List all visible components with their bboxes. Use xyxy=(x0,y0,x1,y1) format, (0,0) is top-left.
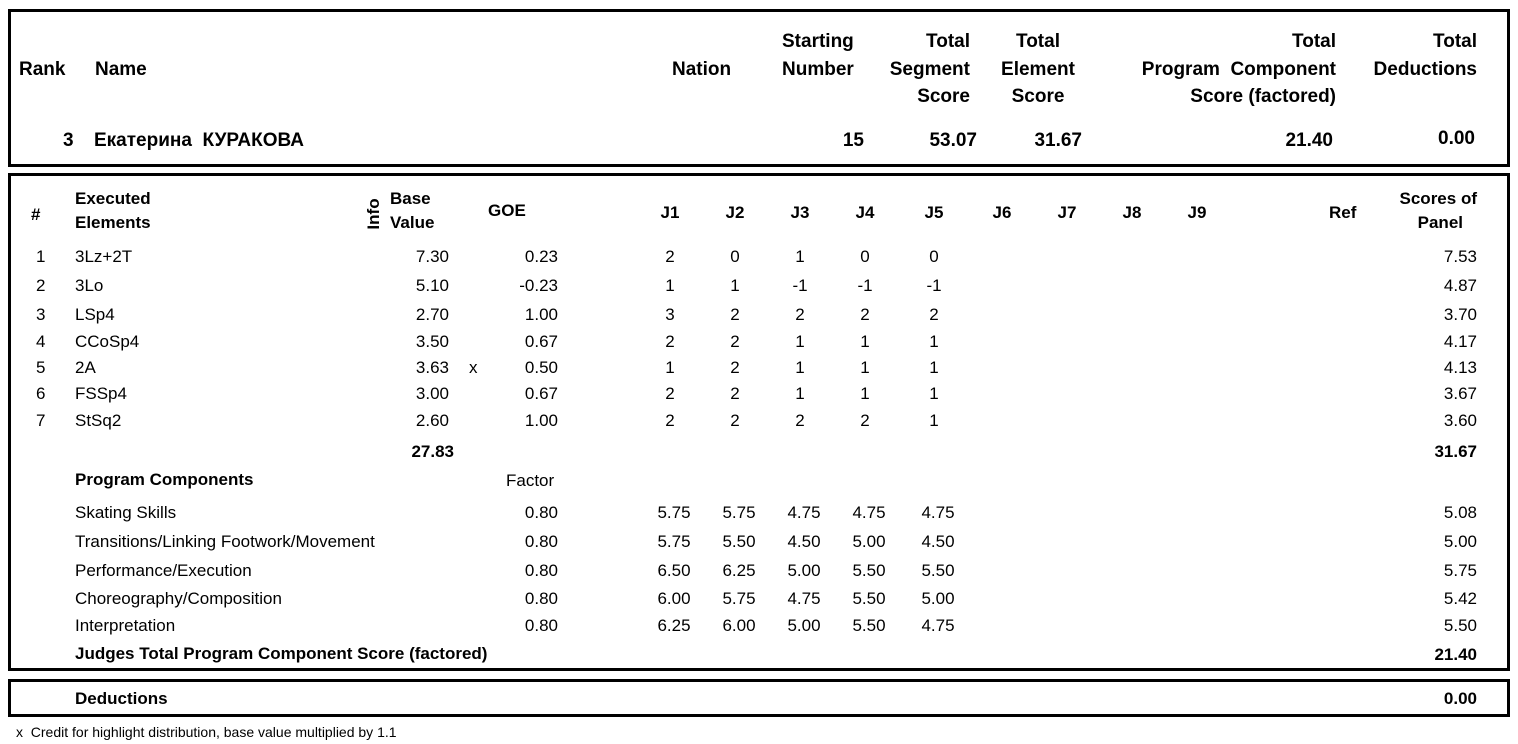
element-goe: 1.00 xyxy=(524,305,558,324)
num-header: # xyxy=(31,205,41,224)
judge-score: 1 xyxy=(929,358,939,377)
element-number: 1 xyxy=(36,247,46,266)
name-header: Name xyxy=(95,59,147,80)
judges-total-value: 21.40 xyxy=(1434,645,1477,664)
component-panel-score: 5.00 xyxy=(1443,532,1477,551)
skater-tss: 53.07 xyxy=(929,130,977,151)
element-goe: 1.00 xyxy=(524,411,558,430)
judge-score: 1 xyxy=(860,384,870,403)
component-judge-score: 4.75 xyxy=(787,589,821,608)
component-judge-score: 6.25 xyxy=(722,561,756,580)
skater-rank: 3 xyxy=(63,130,74,151)
elements-total-panel: 31.67 xyxy=(1434,442,1477,461)
judge-score: 1 xyxy=(795,247,805,266)
judge-score: 2 xyxy=(665,247,675,266)
component-factor: 0.80 xyxy=(524,503,558,522)
judge-header: J3 xyxy=(790,203,810,222)
ref-header: Ref xyxy=(1329,203,1357,222)
judge-score: 2 xyxy=(795,411,805,430)
element-panel-score: 4.13 xyxy=(1443,358,1477,377)
element-base-value: 3.50 xyxy=(415,332,449,351)
component-panel-score: 5.75 xyxy=(1443,561,1477,580)
judge-header: J4 xyxy=(855,203,875,222)
component-judge-score: 5.75 xyxy=(722,589,756,608)
judge-score: -1 xyxy=(857,276,873,295)
component-factor: 0.80 xyxy=(524,532,558,551)
element-number: 7 xyxy=(36,411,46,430)
skater-pcs: 21.40 xyxy=(1285,130,1333,151)
component-judge-score: 5.50 xyxy=(852,561,886,580)
element-goe: 0.23 xyxy=(524,247,558,266)
component-judge-score: 5.75 xyxy=(657,532,691,551)
component-panel-score: 5.08 xyxy=(1443,503,1477,522)
component-judge-score: 5.50 xyxy=(921,561,955,580)
judge-header: J8 xyxy=(1122,203,1142,222)
judge-score: 1 xyxy=(665,358,675,377)
tss-header-line2: Segment xyxy=(889,59,970,80)
tss-header-line3: Score xyxy=(917,86,970,107)
element-goe: 0.50 xyxy=(524,358,558,377)
factor-header: Factor xyxy=(506,471,555,490)
component-judge-score: 4.75 xyxy=(852,503,886,522)
judge-header: J6 xyxy=(992,203,1012,222)
component-judge-score: 5.75 xyxy=(657,503,691,522)
component-name: Performance/Execution xyxy=(75,561,252,580)
judge-score: 2 xyxy=(795,305,805,324)
element-name: 2A xyxy=(75,358,96,377)
component-judge-score: 5.00 xyxy=(787,616,821,635)
judge-score: 1 xyxy=(665,276,675,295)
element-name: CCoSp4 xyxy=(75,332,140,351)
element-number: 6 xyxy=(36,384,46,403)
component-judge-score: 4.50 xyxy=(921,532,955,551)
judge-score: 2 xyxy=(730,305,740,324)
component-judge-score: 4.75 xyxy=(921,503,955,522)
base-value-header-line2: Value xyxy=(390,213,435,232)
element-number: 3 xyxy=(36,305,46,324)
component-judge-score: 5.50 xyxy=(852,616,886,635)
component-panel-score: 5.42 xyxy=(1443,589,1477,608)
starting-number-header-line2: Number xyxy=(782,59,854,80)
executed-header-line2: Elements xyxy=(75,213,151,232)
goe-header: GOE xyxy=(488,201,526,220)
element-name: 3Lo xyxy=(75,276,104,295)
element-name: FSSp4 xyxy=(75,384,127,403)
skater-starting-number: 15 xyxy=(842,130,864,151)
judge-score: 2 xyxy=(665,384,675,403)
component-name: Choreography/Composition xyxy=(75,589,282,608)
judge-score: 1 xyxy=(795,332,805,351)
judge-score: 1 xyxy=(730,276,740,295)
element-goe: 0.67 xyxy=(524,384,558,403)
judge-score: 2 xyxy=(730,411,740,430)
component-judge-score: 5.00 xyxy=(921,589,955,608)
element-panel-score: 3.70 xyxy=(1443,305,1477,324)
deductions-header-line1: Total xyxy=(1433,31,1477,52)
judge-score: 2 xyxy=(730,384,740,403)
judge-score: -1 xyxy=(792,276,808,295)
element-base-value: 2.70 xyxy=(415,305,449,324)
deductions-value: 0.00 xyxy=(1443,689,1477,708)
judge-score: 0 xyxy=(929,247,939,266)
element-base-value: 3.00 xyxy=(415,384,449,403)
pcs-header-line3: Score (factored) xyxy=(1190,86,1336,107)
scores-of-panel-header-line2: Panel xyxy=(1417,213,1463,232)
element-goe: -0.23 xyxy=(519,276,558,295)
scores-of-panel-header-line1: Scores of xyxy=(1399,189,1477,208)
component-panel-score: 5.50 xyxy=(1443,616,1477,635)
rank-header: Rank xyxy=(19,59,66,80)
tes-header-line3: Score xyxy=(1011,86,1065,107)
element-number: 4 xyxy=(36,332,46,351)
tss-header-line1: Total xyxy=(926,31,970,52)
element-panel-score: 4.87 xyxy=(1443,276,1477,295)
component-name: Interpretation xyxy=(75,616,176,635)
pcs-header-line2: Program Component xyxy=(1141,59,1336,80)
judge-header: J2 xyxy=(725,203,745,222)
judge-score: -1 xyxy=(926,276,942,295)
judge-score: 0 xyxy=(730,247,740,266)
judge-header: J5 xyxy=(924,203,944,222)
component-judge-score: 4.50 xyxy=(787,532,821,551)
component-judge-score: 5.50 xyxy=(852,589,886,608)
element-panel-score: 3.67 xyxy=(1443,384,1477,403)
component-factor: 0.80 xyxy=(524,616,558,635)
component-judge-score: 5.00 xyxy=(787,561,821,580)
judge-score: 2 xyxy=(860,305,870,324)
info-header: Info xyxy=(364,198,383,230)
tes-header-line1: Total xyxy=(1016,31,1060,52)
pcs-header-line1: Total xyxy=(1292,31,1336,52)
element-goe: 0.67 xyxy=(524,332,558,351)
judges-total-label: Judges Total Program Component Score (factored) xyxy=(75,644,488,663)
component-name: Skating Skills xyxy=(75,503,177,522)
judge-score: 1 xyxy=(860,358,870,377)
component-judge-score: 4.75 xyxy=(787,503,821,522)
component-judge-score: 6.00 xyxy=(657,589,691,608)
judge-score: 0 xyxy=(860,247,870,266)
judge-score: 2 xyxy=(730,332,740,351)
judge-score: 2 xyxy=(929,305,939,324)
judge-score: 2 xyxy=(665,411,675,430)
element-base-value: 2.60 xyxy=(415,411,449,430)
executed-header-line1: Executed xyxy=(75,189,151,208)
element-number: 2 xyxy=(36,276,46,295)
elements-total-base: 27.83 xyxy=(411,442,454,461)
judge-score: 1 xyxy=(929,332,939,351)
judge-score: 1 xyxy=(795,384,805,403)
judge-score: 1 xyxy=(929,411,939,430)
skater-deductions: 0.00 xyxy=(1438,128,1475,149)
component-factor: 0.80 xyxy=(524,589,558,608)
judge-header: J1 xyxy=(660,203,680,222)
component-name: Transitions/Linking Footwork/Movement xyxy=(75,532,375,551)
judge-header: J7 xyxy=(1057,203,1077,222)
element-base-value: 7.30 xyxy=(415,247,449,266)
element-name: LSp4 xyxy=(75,305,115,324)
judge-score: 3 xyxy=(665,305,675,324)
element-number: 5 xyxy=(36,358,46,377)
component-judge-score: 6.25 xyxy=(657,616,691,635)
judge-score: 1 xyxy=(795,358,805,377)
element-base-value: 5.10 xyxy=(415,276,449,295)
component-judge-score: 5.75 xyxy=(722,503,756,522)
program-components-title: Program Components xyxy=(75,470,254,489)
deductions-box xyxy=(8,679,1510,717)
deductions-label: Deductions xyxy=(75,689,168,708)
skater-name: Екатерина КУРАКОВА xyxy=(94,130,304,151)
judge-score: 1 xyxy=(860,332,870,351)
component-judge-score: 6.00 xyxy=(722,616,756,635)
element-panel-score: 3.60 xyxy=(1443,411,1477,430)
component-judge-score: 6.50 xyxy=(657,561,691,580)
component-judge-score: 4.75 xyxy=(921,616,955,635)
element-info: x xyxy=(469,358,478,377)
element-panel-score: 4.17 xyxy=(1443,332,1477,351)
component-judge-score: 5.50 xyxy=(722,532,756,551)
element-panel-score: 7.53 xyxy=(1443,247,1477,266)
judge-score: 2 xyxy=(665,332,675,351)
element-name: 3Lz+2T xyxy=(75,247,133,266)
deductions-header-line2: Deductions xyxy=(1373,59,1477,80)
judge-score: 1 xyxy=(929,384,939,403)
starting-number-header-line1: Starting xyxy=(782,31,854,52)
judge-header: J9 xyxy=(1187,203,1207,222)
nation-header: Nation xyxy=(672,59,732,80)
judge-score: 2 xyxy=(730,358,740,377)
component-judge-score: 5.00 xyxy=(852,532,886,551)
skater-tes: 31.67 xyxy=(1034,130,1082,151)
element-name: StSq2 xyxy=(75,411,122,430)
judge-score: 2 xyxy=(860,411,870,430)
tes-header-line2: Element xyxy=(1001,59,1075,80)
footnote: x Credit for highlight distribution, base value multiplied by 1.1 xyxy=(16,724,397,740)
element-base-value: 3.63 xyxy=(415,358,449,377)
component-factor: 0.80 xyxy=(524,561,558,580)
base-value-header-line1: Base xyxy=(390,189,431,208)
